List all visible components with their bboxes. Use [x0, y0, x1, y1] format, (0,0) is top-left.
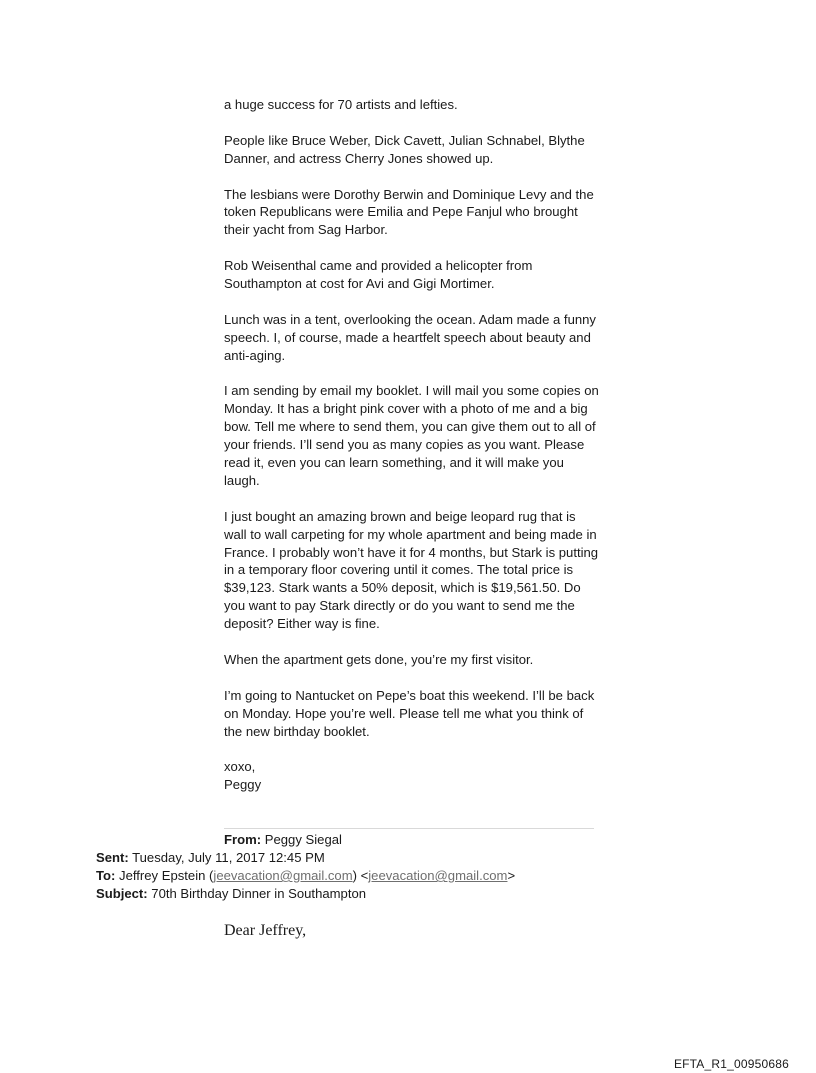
sent-value: Tuesday, July 11, 2017 12:45 PM — [132, 850, 325, 865]
salutation: Dear Jeffrey, — [224, 922, 307, 939]
from-label: From: — [224, 832, 262, 847]
body-paragraph: Lunch was in a tent, overlooking the ocean. Adam made a funny speech. I, of course, made a heartfelt speech about beauty and anti-aging. — [224, 311, 596, 363]
body-paragraph: People like Bruce Weber, Dick Cavett, Julian Schnabel, Blythe Danner, and actress Cherry Jones showed up. — [224, 132, 585, 166]
subject-line — [96, 885, 366, 903]
body-paragraph: I’m going to Nantucket on Pepe’s boat this weekend. I’ll be back on Monday. Hope you’re well. Please tell me what you think of the new birthday booklet. — [224, 687, 595, 739]
body-paragraph: The lesbians were Dorothy Berwin and Dominique Levy and the token Republicans were Emilia and Pepe Fanjul who brought their yacht from Sag Harbor. — [224, 186, 594, 238]
to-label: To: — [96, 868, 116, 883]
subject-value: 70th Birthday Dinner in Southampton — [151, 886, 367, 901]
sent-label: Sent: — [96, 850, 129, 865]
sent-line — [96, 849, 325, 867]
to-name: Jeffrey Epstein ( — [119, 868, 214, 883]
body-paragraph: I just bought an amazing brown and beige leopard rug that is wall to wall carpeting for my whole apartment and being made in France. I probably won’t have it for 4 months, but Stark is putting in a temporary floor covering until it comes. The total price is $39,123. Stark wants a 50% deposit, which is $19,561.50. Do you want to pay Stark directly or do you want to send me the deposit? Either way is fine. — [224, 508, 599, 632]
header-divider — [224, 828, 594, 829]
subject-label: Subject: — [96, 886, 148, 901]
document-id: EFTA_R1_00950686 — [673, 1057, 789, 1071]
to-email-link[interactable]: jeevacation@gmail.com — [213, 868, 353, 883]
to-separator: ) < — [352, 868, 369, 883]
to-end: > — [507, 868, 516, 883]
from-value: Peggy Siegal — [264, 832, 342, 847]
body-paragraph: Rob Weisenthal came and provided a helicopter from Southampton at cost for Avi and Gigi Mortimer. — [224, 258, 533, 292]
body-paragraph: I am sending by email my booklet. I will mail you some copies on Monday. It has a bright pink cover with a photo of me and a big bow. Tell me where to send them, you can give them out to all of your friends. I’ll send you as many copies as you want. Please read it, even you can learn something, and it will make you laugh. — [224, 383, 599, 488]
signature: Peggy — [224, 777, 262, 793]
body-paragraph: a huge success for 70 artists and lefties. — [224, 97, 458, 112]
to-email-link-2[interactable]: jeevacation@gmail.com — [368, 868, 508, 883]
email-body — [224, 96, 599, 794]
to-line — [96, 867, 515, 885]
signoff: xoxo, — [224, 759, 256, 775]
from-line — [224, 831, 342, 849]
body-paragraph: When the apartment gets done, you’re my first visitor. — [224, 651, 534, 667]
